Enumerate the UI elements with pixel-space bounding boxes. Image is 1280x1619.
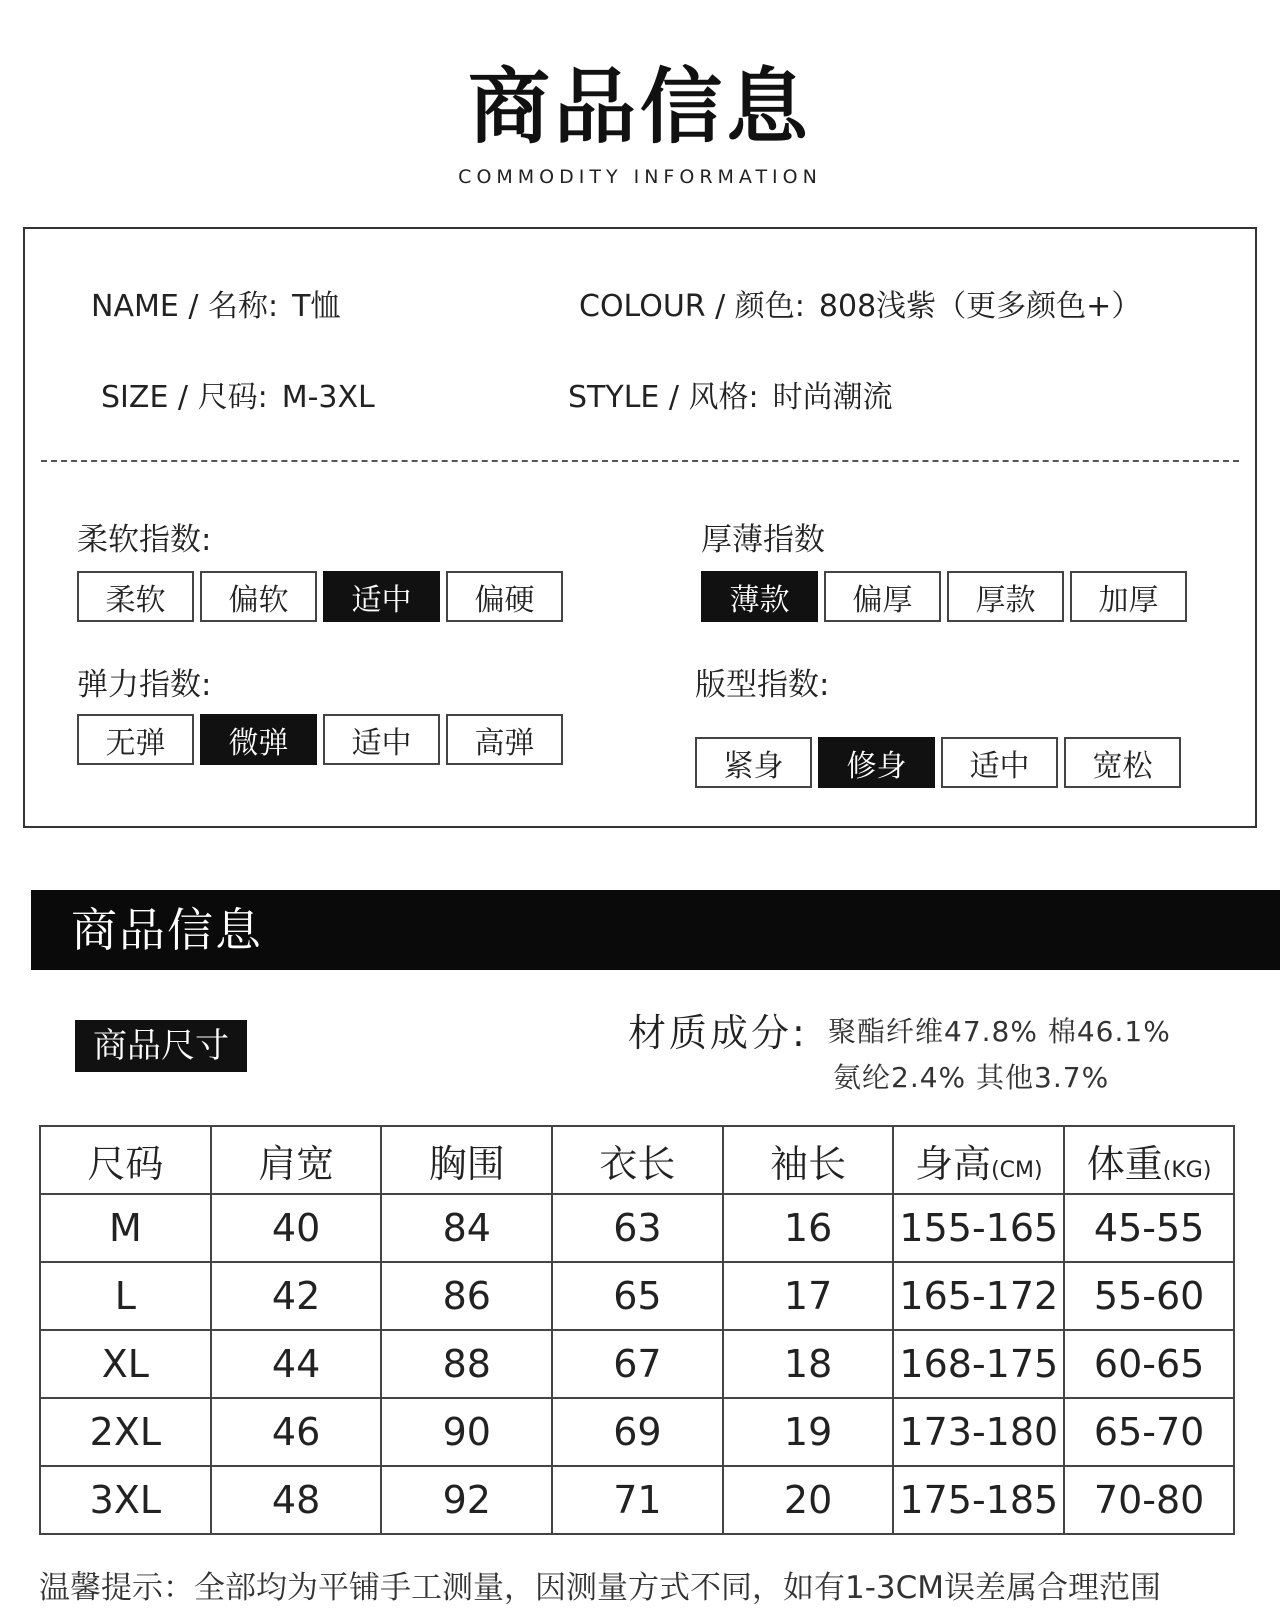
softness-options [77,571,563,622]
softness-label: 柔软指数: [77,522,212,558]
table-cell: 60-65 [1064,1330,1234,1398]
header-unit: (CM) [991,1157,1043,1183]
softness-option: 柔软 [77,571,194,622]
table-cell: 90 [381,1398,552,1466]
elasticity-option: 高弹 [446,714,563,765]
softness-option: 偏软 [200,571,317,622]
table-cell: L [40,1262,211,1330]
fit-options [695,737,1181,788]
header-label: 袖长 [770,1141,847,1186]
fit-option: 适中 [941,737,1058,788]
table-cell: 17 [723,1262,894,1330]
colour-label: COLOUR / 颜色: [579,289,805,324]
table-row [40,1194,1234,1262]
material-line-1: 聚酯纤维47.8% 棉46.1% [828,1015,1171,1048]
table-cell: 69 [552,1398,723,1466]
thickness-option: 薄款 [701,571,818,622]
header-shoulder [211,1126,382,1194]
elasticity-option: 无弹 [77,714,194,765]
fit-option: 紧身 [695,737,812,788]
elasticity-option: 微弹 [200,714,317,765]
section-bar: 商品信息 [31,890,1280,970]
header-chest [381,1126,552,1194]
style-label: STYLE / 风格: [568,380,759,415]
table-cell: 65-70 [1064,1398,1234,1466]
header-label: 尺码 [87,1141,164,1186]
table-cell: 173-180 [893,1398,1064,1466]
table-row [40,1262,1234,1330]
header-size [40,1126,211,1194]
table-cell: 18 [723,1330,894,1398]
thickness-option: 厚款 [947,571,1064,622]
elasticity-option: 适中 [323,714,440,765]
header-unit: (KG) [1162,1157,1212,1183]
table-cell: 2XL [40,1398,211,1466]
table-cell: 86 [381,1262,552,1330]
table-cell: 71 [552,1466,723,1534]
table-cell: 19 [723,1398,894,1466]
size-field [101,372,375,416]
table-cell: 16 [723,1194,894,1262]
thickness-option: 加厚 [1070,571,1187,622]
table-header-row [40,1126,1234,1194]
table-cell: M [40,1194,211,1262]
elasticity-label: 弹力指数: [77,667,212,703]
size-tag: 商品尺寸 [75,1020,247,1072]
page-title: 商品信息 [467,60,812,155]
table-cell: 46 [211,1398,382,1466]
header-height [893,1126,1064,1194]
style-field [568,372,893,416]
table-cell: 175-185 [893,1466,1064,1534]
softness-option: 偏硬 [446,571,563,622]
colour-value: 808浅紫（更多颜色+） [818,289,1142,324]
material-line-2: 氨纶2.4% 其他3.7% [833,1061,1110,1094]
thickness-label: 厚薄指数 [701,522,825,558]
colour-field [579,281,1141,325]
header-label: 肩宽 [258,1141,335,1186]
size-table [39,1125,1235,1535]
size-label: SIZE / 尺码: [101,380,268,415]
fit-label: 版型指数: [695,667,830,703]
fit-option: 修身 [818,737,935,788]
table-row [40,1398,1234,1466]
table-cell: 55-60 [1064,1262,1234,1330]
header-label: 衣长 [599,1141,676,1186]
table-cell: 3XL [40,1466,211,1534]
table-cell: 155-165 [893,1194,1064,1262]
product-info-box [23,227,1257,828]
name-label: NAME / 名称: [91,289,279,324]
table-cell: 67 [552,1330,723,1398]
header-weight [1064,1126,1234,1194]
header-length [552,1126,723,1194]
table-cell: 42 [211,1262,382,1330]
thickness-options [701,571,1187,622]
table-row [40,1466,1234,1534]
thickness-option: 偏厚 [824,571,941,622]
softness-option: 适中 [323,571,440,622]
name-field [91,281,340,325]
header-label: 身高 [915,1141,992,1186]
table-cell: 65 [552,1262,723,1330]
table-cell: 84 [381,1194,552,1262]
table-cell: 70-80 [1064,1466,1234,1534]
dashed-divider [41,460,1239,462]
name-value: T恤 [292,289,341,324]
table-cell: 44 [211,1330,382,1398]
table-row [40,1330,1234,1398]
table-cell: 45-55 [1064,1194,1234,1262]
table-cell: 168-175 [893,1330,1064,1398]
table-cell: 40 [211,1194,382,1262]
page-subtitle: COMMODITY INFORMATION [458,166,822,188]
elasticity-options [77,714,563,765]
measurement-note: 温馨提示：全部均为平铺手工测量，因测量方式不同，如有1-3CM误差属合理范围 [39,1570,1162,1606]
table-cell: XL [40,1330,211,1398]
table-cell: 63 [552,1194,723,1262]
fit-option: 宽松 [1064,737,1181,788]
table-cell: 88 [381,1330,552,1398]
header-label: 胸围 [428,1141,505,1186]
style-value: 时尚潮流 [772,380,893,415]
table-cell: 165-172 [893,1262,1064,1330]
table-cell: 92 [381,1466,552,1534]
header-label: 体重 [1086,1141,1163,1186]
header-sleeve [723,1126,894,1194]
table-cell: 48 [211,1466,382,1534]
size-value: M-3XL [281,380,375,415]
table-cell: 20 [723,1466,894,1534]
material-label: 材质成分: [628,1011,808,1055]
